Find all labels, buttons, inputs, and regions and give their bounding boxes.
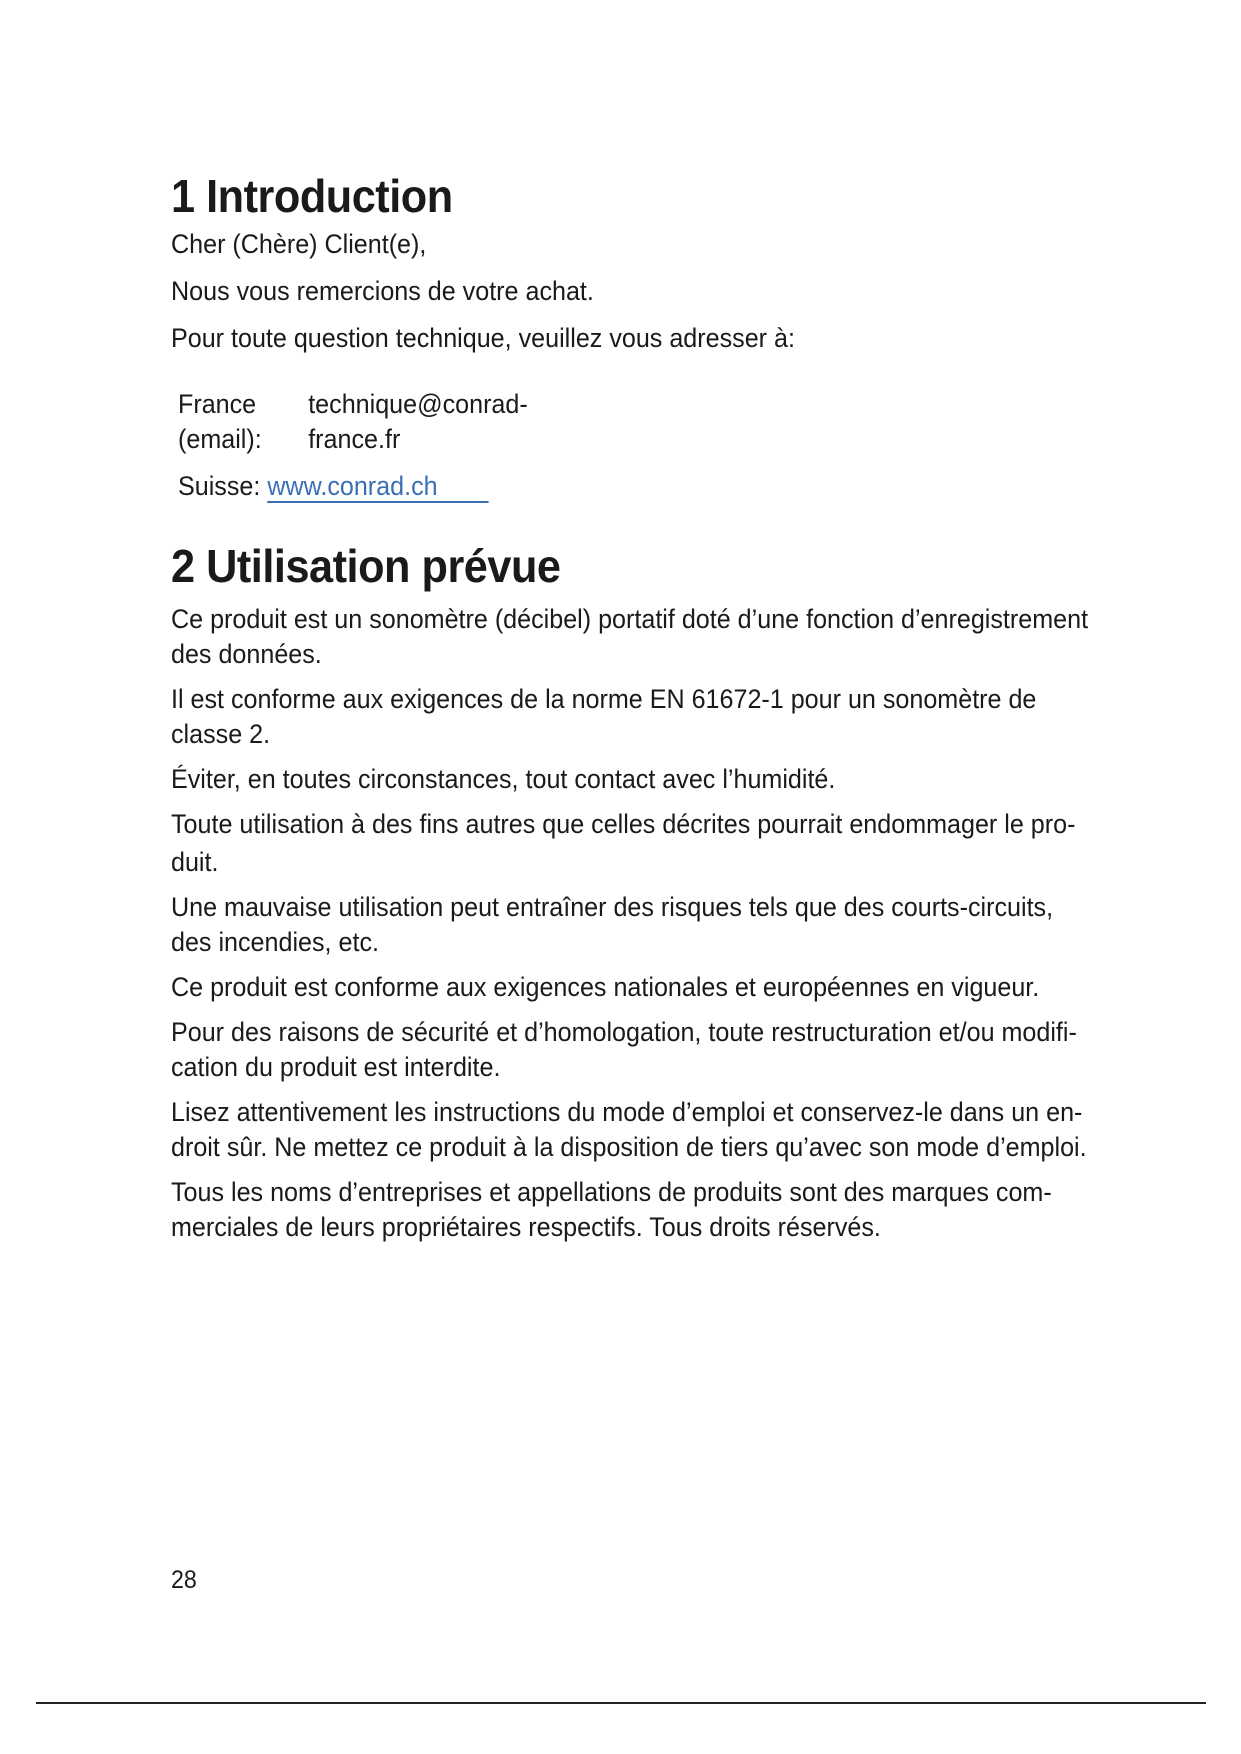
paragraph-line: cation du produit est interdite.	[171, 1052, 501, 1082]
page-number: 28	[171, 1566, 197, 1594]
paragraph-line: Tous les noms d’entreprises et appellations de produits sont des marques com-	[171, 1177, 1052, 1207]
paragraph-line: Pour des raisons de sécurité et d’homologation, toute restructuration et/ou modifi-	[171, 1017, 1077, 1047]
paragraph	[171, 1015, 1121, 1085]
paragraph-line: duit.	[171, 847, 219, 877]
paragraph-line: Toute utilisation à des fins autres que celles décrites pourrait endommager le pro-	[171, 809, 1076, 839]
contact-row-suisse	[178, 469, 1055, 504]
france-label: France (email):	[178, 389, 262, 454]
support-question: Pour toute question technique, veuillez vous adresser à:	[171, 323, 795, 353]
section-1-heading: 1 Introduction	[171, 170, 453, 222]
paragraph-line: Éviter, en toutes circonstances, tout contact avec l’humidité.	[171, 764, 836, 794]
contact-row-france	[178, 387, 1055, 457]
paragraph-line: merciales de leurs propriétaires respectifs. Tous droits réservés.	[171, 1212, 881, 1242]
paragraph-line: Ce produit est conforme aux exigences nationales et européennes en vigueur.	[171, 972, 1040, 1002]
page-content	[171, 168, 1121, 1255]
paragraph	[171, 1095, 1121, 1165]
paragraph-line: Une mauvaise utilisation peut entraîner des risques tels que des courts-circuits,	[171, 892, 1054, 922]
paragraph-line: des données.	[171, 639, 322, 669]
paragraph	[171, 762, 1121, 797]
paragraph-line: Il est conforme aux exigences de la norme EN 61672-1 pour un sonomètre de	[171, 684, 1037, 714]
paragraph-line: droit sûr. Ne mettez ce produit à la disposition de tiers qu’avec son mode d’emploi.	[171, 1132, 1087, 1162]
paragraph-line: des incendies, etc.	[171, 927, 379, 957]
paragraph-line: classe 2.	[171, 719, 271, 749]
paragraph	[171, 807, 1121, 880]
paragraph	[171, 970, 1121, 1005]
thanks-text: Nous vous remercions de votre achat.	[171, 276, 594, 306]
paragraph-line: Ce produit est un sonomètre (décibel) portatif doté d’une fonction d’enregistrement	[171, 604, 1089, 634]
section-2-heading: 2 Utilisation prévue	[171, 540, 561, 592]
suisse-label: Suisse:	[178, 471, 268, 501]
france-email[interactable]: technique@conrad- france.fr	[308, 389, 528, 454]
section-2-body	[171, 602, 1121, 1245]
paragraph	[171, 682, 1121, 752]
paragraph-line: Lisez attentivement les instructions du mode d’emploi et conservez-le dans un en-	[171, 1097, 1083, 1127]
paragraph	[171, 890, 1121, 960]
greeting: Cher (Chère) Client(e),	[171, 229, 427, 259]
paragraph	[171, 602, 1121, 672]
contact-table	[178, 387, 1055, 504]
suisse-link[interactable]: www.conrad.ch	[267, 471, 488, 503]
footer-divider	[36, 1702, 1206, 1704]
paragraph	[171, 1175, 1121, 1245]
